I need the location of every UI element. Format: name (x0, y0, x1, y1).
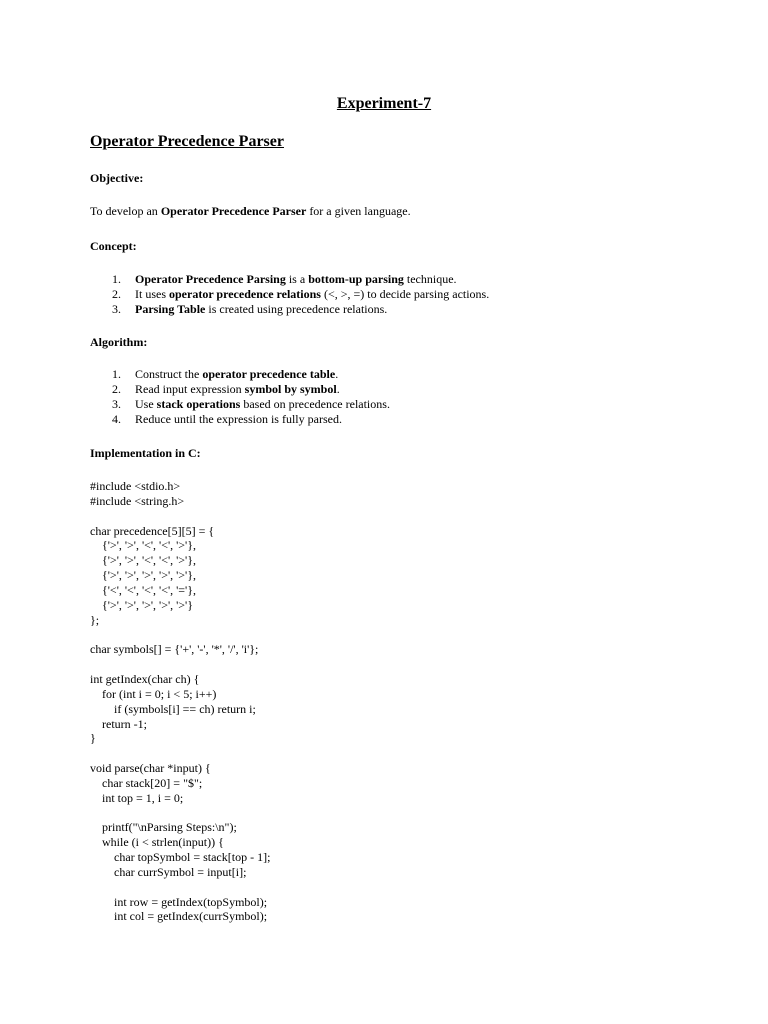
list-item-text (135, 367, 338, 382)
code-line: char precedence[5][5] = { (90, 523, 215, 538)
text-segment: Reduce until the expression is fully parsed. (135, 412, 342, 426)
text-segment: (<, >, =) to decide parsing actions. (320, 287, 490, 301)
code-line: return -1; (90, 716, 147, 731)
code-line: int getIndex(char ch) { (90, 671, 200, 686)
objective-text-after: for a given language. (306, 204, 411, 218)
list-item-number: 2. (112, 287, 121, 301)
code-line: char topSymbol = stack[top - 1]; (90, 850, 271, 865)
bold-segment: bottom-up parsing (308, 272, 404, 286)
list-item-text (135, 382, 340, 397)
code-line (90, 657, 270, 672)
list-item-text (135, 302, 387, 317)
code-line: #include <string.h> (90, 493, 185, 508)
document-title: Operator Precedence Parser (90, 133, 284, 150)
code-line (90, 627, 270, 642)
code-line: int top = 1, i = 0; (90, 790, 184, 805)
code-line: void parse(char *input) { (90, 761, 211, 776)
code-line: {'>', '>', '<', '<', '>'}, (90, 553, 196, 568)
code-line: {'>', '>', '>', '>', '>'} (90, 597, 193, 612)
list-item-text (135, 397, 390, 412)
bold-segment: operator precedence table (202, 367, 336, 381)
list-item-number: 3. (112, 397, 121, 411)
text-segment: is a (285, 272, 309, 286)
code-line: while (i < strlen(input)) { (90, 835, 224, 850)
code-line: } (90, 731, 96, 746)
experiment-title: Experiment-7 (336, 95, 432, 112)
text-segment: based on precedence relations. (240, 397, 390, 411)
objective-text-bold: Operator Precedence Parser (160, 204, 307, 218)
code-line (90, 880, 270, 895)
code-line: for (int i = 0; i < 5; i++) (90, 686, 217, 701)
code-line (90, 806, 270, 821)
code-line: #include <stdio.h> (90, 479, 181, 493)
code-line: if (symbols[i] == ch) return i; (90, 701, 256, 716)
bold-segment: Parsing Table (135, 302, 206, 316)
text-segment: technique. (403, 272, 457, 286)
text-segment: Construct the (135, 367, 203, 381)
list-item-number: 4. (112, 412, 121, 426)
code-line: char currSymbol = input[i]; (90, 864, 247, 879)
concept-heading: Concept: (90, 239, 137, 253)
bold-segment: symbol by symbol (244, 382, 337, 396)
list-item-text (135, 412, 342, 427)
text-segment: Use (135, 397, 157, 411)
code-line: printf("\nParsing Steps:\n"); (90, 820, 237, 835)
code-line: int col = getIndex(currSymbol); (90, 909, 268, 924)
code-line: {'>', '>', '>', '>', '>'}, (90, 568, 196, 583)
algorithm-heading: Algorithm: (90, 335, 148, 349)
objective-heading: Objective: (90, 171, 144, 185)
code-block (90, 479, 270, 924)
list-item-number: 3. (112, 302, 121, 316)
list-item-number: 1. (112, 367, 121, 381)
code-line: {'>', '>', '<', '<', '>'}, (90, 538, 196, 553)
text-segment: . (335, 367, 339, 381)
text-segment: is created using precedence relations. (205, 302, 388, 316)
bold-segment: operator precedence relations (169, 287, 321, 301)
code-line: }; (90, 612, 100, 627)
text-segment: It uses (135, 287, 169, 301)
implementation-heading: Implementation in C: (90, 446, 201, 460)
code-line: int row = getIndex(topSymbol); (90, 894, 268, 909)
text-segment: Read input expression (135, 382, 245, 396)
objective-text (90, 204, 411, 219)
code-line: char symbols[] = {'+', '-', '*', '/', 'i'}; (90, 642, 259, 657)
list-item-text (135, 272, 457, 287)
list-item-text (135, 287, 489, 302)
list-item-number: 2. (112, 382, 121, 396)
list-item-number: 1. (112, 272, 121, 286)
objective-text-before: To develop an (90, 204, 161, 218)
code-line: char stack[20] = "$"; (90, 775, 203, 790)
text-segment: . (336, 382, 340, 396)
code-line: {'<', '<', '<', '<', '='}, (90, 582, 196, 597)
code-line (90, 746, 270, 761)
bold-segment: Operator Precedence Parsing (135, 272, 286, 286)
bold-segment: stack operations (156, 397, 241, 411)
code-line (90, 509, 270, 524)
